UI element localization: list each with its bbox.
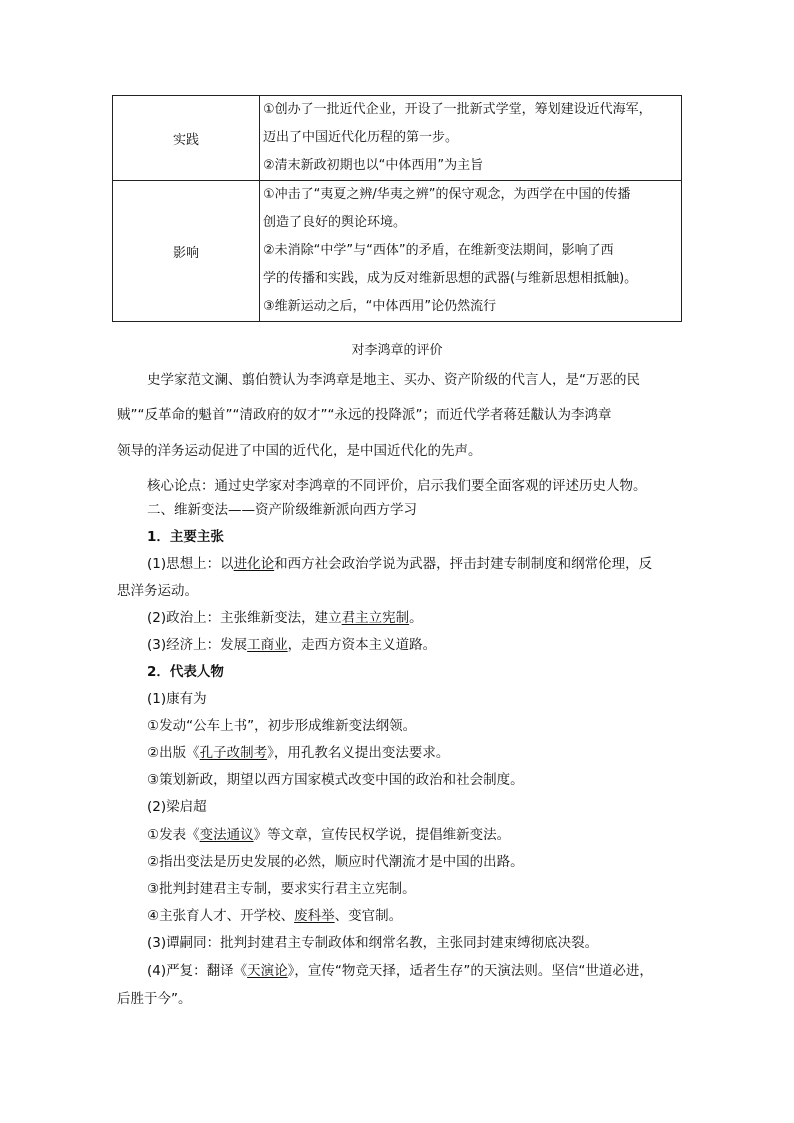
- text: (4)严复：翻译《: [147, 963, 248, 979]
- text: 》，宣传“物竞天择，适者生存”的天演法则。坚信“世道必进，: [287, 963, 653, 979]
- list-item: ②指出变法是历史发展的必然，顺应时代潮流才是中国的出路。: [147, 854, 524, 870]
- key-term: 孔子改制考: [199, 745, 268, 761]
- list-item: ①发动“公车上书”，初步形成维新变法纲领。: [147, 718, 417, 734]
- row-label: 影响: [113, 181, 260, 322]
- text: 、变官制。: [334, 908, 403, 924]
- list-item-continuation: 思洋务运动。: [117, 583, 198, 599]
- text: ①发表《: [147, 827, 200, 843]
- key-term: 变法通议: [199, 827, 254, 843]
- paragraph-line: 贼”“反革命的魁首”“清政府的奴才”“永远的投降派”；而近代学者蒋廷黻认为李鸿章: [117, 407, 612, 423]
- core-argument: 核心论点：通过史学家对李鸿章的不同评价，启示我们要全面客观的评述历史人物。: [147, 478, 647, 494]
- row-label: 实践: [113, 96, 260, 181]
- list-item-continuation: 后胜于今”。: [117, 991, 192, 1007]
- text: 和西方社会政治学说为武器，抨击封建专制制度和纲常伦理，反: [274, 556, 653, 572]
- paragraph-line: 领导的洋务运动促进了中国的近代化，是中国近代化的先声。: [117, 443, 482, 459]
- text: ④主张育人才、开学校、: [147, 908, 295, 924]
- paragraph-line: 史学家范文澜、翦伯赞认为李鸿章是地主、买办、资产阶级的代言人，是“万恶的民: [147, 372, 640, 388]
- text: (2)政治上：主张维新变法，建立: [147, 610, 342, 626]
- key-term: 君主立宪制: [341, 610, 410, 626]
- text: 》等文章，宣传民权学说，提倡维新变法。: [253, 827, 511, 843]
- content-line: ①冲击了“夷夏之辨/华夷之辨”的保守观念，为西学在中国的传播: [263, 187, 631, 202]
- sub-heading: 1．主要主张: [147, 529, 224, 545]
- content-line: ③维新运动之后，“中体西用”论仍然流行: [263, 299, 497, 314]
- key-term: 进化论: [233, 556, 275, 572]
- section-heading: 二、维新变法——资产阶级维新派向西方学习: [147, 502, 417, 518]
- key-term: 天演论: [247, 963, 288, 979]
- list-item: [147, 636, 436, 654]
- content-line: ②未消除“中学”与“西体”的矛盾，在维新变法期间，影响了西: [263, 243, 614, 258]
- text: 。: [409, 610, 423, 626]
- summary-table: [112, 95, 682, 322]
- list-item: [147, 826, 510, 844]
- text: ②出版《: [147, 745, 200, 761]
- person-heading: (2)梁启超: [147, 799, 207, 815]
- list-item: ③策划新政，期望以西方国家模式改变中国的政治和社会制度。: [147, 772, 524, 788]
- list-item: ③批判封建君主专制，要求实行君主立宪制。: [147, 881, 416, 897]
- list-item: [147, 744, 449, 762]
- text: (3)经济上：发展: [147, 637, 248, 653]
- section-title: 对李鸿章的评价: [351, 343, 443, 358]
- key-term: 工商业: [247, 637, 288, 653]
- list-item: [147, 555, 652, 573]
- key-term: 废科举: [294, 908, 335, 924]
- list-item: [147, 609, 423, 627]
- content-line: 创造了良好的舆论环境。: [263, 215, 407, 230]
- list-item: (3)谭嗣同：批判封建君主专制政体和纲常名教，主张同封建束缚彻底决裂。: [147, 935, 599, 951]
- content-line: ②清末新政初期也以“中体西用”为主旨: [263, 158, 484, 173]
- list-item: [147, 907, 402, 925]
- row-content: [260, 96, 682, 181]
- table-row: [113, 181, 682, 322]
- sub-heading: 2．代表人物: [147, 664, 224, 680]
- content-line: ①创办了一批近代企业，开设了一批新式学堂，筹划建设近代海军，: [263, 102, 652, 117]
- text: (1)思想上：以: [147, 556, 234, 572]
- table-row: [113, 96, 682, 181]
- content-line: 学的传播和实践，成为反对维新思想的武器(与维新思想相抵触)。: [263, 271, 638, 286]
- row-content: [260, 181, 682, 322]
- text: ，走西方资本主义道路。: [287, 637, 437, 653]
- text: 》，用孔教名义提出变法要求。: [267, 745, 450, 761]
- person-heading: (1)康有为: [147, 691, 207, 707]
- content-line: 迈出了中国近代化历程的第一步。: [263, 130, 459, 145]
- list-item: [147, 962, 653, 980]
